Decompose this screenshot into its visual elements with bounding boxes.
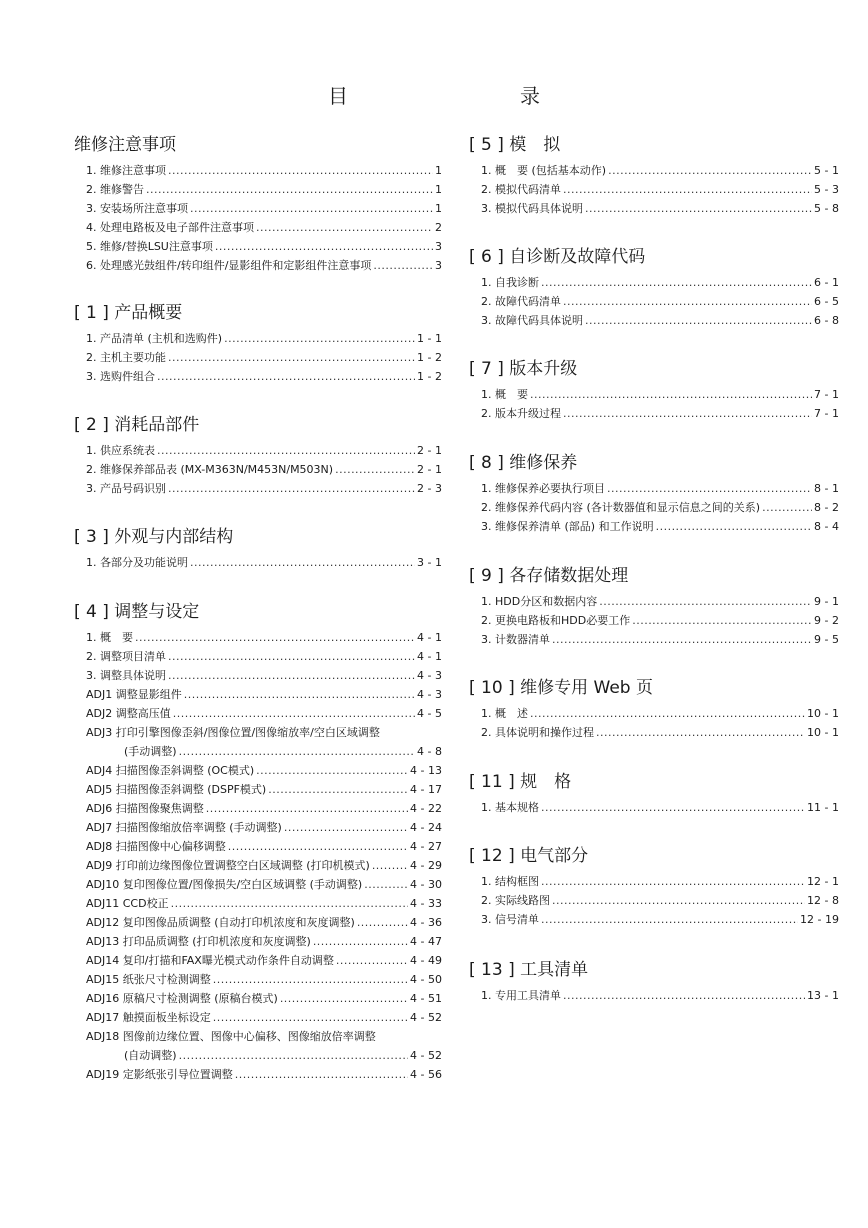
toc-entry-page: 8 - 4: [814, 520, 839, 533]
dot-leader: [135, 628, 415, 647]
toc-entry-label: 3. 维修保养清单 (部品) 和工作说明: [481, 520, 654, 533]
toc-entry[interactable]: [481, 723, 839, 742]
toc-entry[interactable]: [124, 742, 442, 761]
toc-entry-page: 2 - 1: [417, 463, 442, 476]
toc-section: [471, 133, 839, 218]
toc-entry-label: 2. 模拟代码清单: [481, 183, 561, 196]
toc-section: [471, 770, 839, 817]
toc-entry-label: 1. 概 要: [86, 631, 133, 644]
toc-section: [76, 133, 442, 275]
toc-entry-page: 1 - 1: [417, 332, 442, 345]
toc-entry-label: 1. 结构框图: [481, 875, 539, 888]
toc-entry-label: 6. 处理感光鼓组件/转印组件/显影组件和定影组件注意事项: [86, 259, 372, 272]
toc-entry-label: 2. 实际线路图: [481, 894, 550, 907]
toc-entry-label: 1. 概 要 (包括基本动作): [481, 164, 607, 177]
dot-leader: [235, 1065, 408, 1084]
toc-entry[interactable]: [86, 553, 442, 572]
toc-entry-page: 4 - 27: [410, 840, 442, 853]
toc-entry[interactable]: [481, 611, 839, 630]
dot-leader: [585, 199, 812, 218]
dot-leader: [284, 818, 408, 837]
toc-section: [471, 357, 839, 423]
toc-entry-label: 2. 维修保养代码内容 (各计数器值和显示信息之间的关系): [481, 501, 761, 514]
toc-entry-label: 1. 自我诊断: [481, 276, 539, 289]
dot-leader: [157, 367, 415, 386]
toc-section: [76, 301, 442, 386]
toc-entry-label: 2. 具体说明和操作过程: [481, 726, 594, 739]
toc-entry[interactable]: [481, 891, 839, 910]
dot-leader: [563, 986, 805, 1005]
dot-leader: [280, 989, 408, 1008]
toc-section: [76, 600, 442, 1084]
toc-entry[interactable]: [481, 180, 839, 199]
toc-entry-page: 12 - 8: [807, 894, 839, 907]
toc-entry[interactable]: [86, 237, 442, 256]
dot-leader: [256, 218, 433, 237]
dot-leader: [190, 553, 415, 572]
toc-entry-label: 4. 处理电路板及电子部件注意事项: [86, 221, 254, 234]
toc-entry[interactable]: [86, 256, 442, 275]
dot-leader: [206, 799, 408, 818]
dot-leader: [168, 479, 415, 498]
toc-entry-label: 3. 安装场所注意事项: [86, 202, 188, 215]
toc-entry-label: 1. 维修保养必要执行项目: [481, 482, 605, 495]
dot-leader: [364, 875, 408, 894]
dot-leader: [541, 872, 805, 891]
toc-entry[interactable]: [481, 704, 839, 723]
toc-entry-page: 10 - 1: [807, 707, 839, 720]
dot-leader: [256, 761, 408, 780]
toc-entry-label: ADJ10 复印图像位置/图像损失/空白区域调整 (手动调整): [86, 878, 363, 891]
toc-entry-continuation: (手动调整): [124, 745, 177, 758]
toc-entry-label: 1. HDD分区和数据内容: [481, 595, 598, 608]
toc-entry-label: 5. 维修/替换LSU注意事项: [86, 240, 213, 253]
toc-entry-page: 3: [435, 259, 442, 272]
toc-entry-page: 1 - 2: [417, 370, 442, 383]
dot-leader: [607, 479, 812, 498]
section-heading: [ 8 ] 维修保养: [469, 453, 578, 473]
toc-entry[interactable]: [481, 161, 839, 180]
toc-entry[interactable]: [481, 630, 839, 649]
dot-leader: [190, 199, 433, 218]
toc-entry[interactable]: [86, 199, 442, 218]
section-heading: [ 10 ] 维修专用 Web 页: [469, 678, 653, 698]
toc-entry-page: 6 - 1: [814, 276, 839, 289]
toc-entry-label: 3. 模拟代码具体说明: [481, 202, 583, 215]
toc-entry-page: 5 - 8: [814, 202, 839, 215]
dot-leader: [168, 161, 433, 180]
section-heading: [ 4 ] 调整与设定: [74, 602, 200, 622]
toc-entry[interactable]: [86, 1008, 442, 1027]
toc-entry-label: ADJ19 定影纸张引导位置调整: [86, 1068, 233, 1081]
toc-entry[interactable]: [86, 818, 442, 837]
dot-leader: [373, 256, 433, 275]
dot-leader: [563, 180, 812, 199]
toc-entry[interactable]: [481, 199, 839, 218]
dot-leader: [372, 856, 408, 875]
toc-section: [471, 844, 839, 929]
dot-leader: [268, 780, 408, 799]
dot-leader: [541, 273, 812, 292]
toc-entry-label: 1. 概 要: [481, 388, 528, 401]
dot-leader: [184, 685, 415, 704]
toc-entry-page: 2: [435, 221, 442, 234]
toc-entry[interactable]: [86, 932, 442, 951]
toc-section: [471, 958, 839, 1005]
toc-entry-label: 2. 更换电路板和HDD必要工作: [481, 614, 631, 627]
toc-entry-page: 1: [435, 183, 442, 196]
toc-entry-page: 4 - 17: [410, 783, 442, 796]
dot-leader: [179, 742, 415, 761]
toc-entry[interactable]: [481, 273, 839, 292]
dot-leader: [656, 517, 812, 536]
toc-entry-page: 3 - 1: [417, 556, 442, 569]
toc-entry[interactable]: [86, 647, 442, 666]
toc-entry-label: 1. 基本规格: [481, 801, 539, 814]
toc-entry[interactable]: [86, 875, 442, 894]
toc-entry[interactable]: [86, 780, 442, 799]
toc-entry-label: 1. 维修注意事项: [86, 164, 166, 177]
toc-entry-page: 4 - 29: [410, 859, 442, 872]
toc-entry-page: 9 - 5: [814, 633, 839, 646]
toc-entry[interactable]: [86, 367, 442, 386]
section-heading: [ 6 ] 自诊断及故障代码: [469, 247, 646, 267]
toc-entry-label: ADJ4 扫描图像歪斜调整 (OC模式): [86, 764, 255, 777]
dot-leader: [336, 951, 408, 970]
section-heading: [ 5 ] 模 拟: [469, 135, 561, 155]
section-heading: [ 7 ] 版本升级: [469, 359, 578, 379]
toc-entry-page: 2 - 3: [417, 482, 442, 495]
section-heading: [ 12 ] 电气部分: [469, 846, 589, 866]
toc-entry-label: 1. 概 述: [481, 707, 528, 720]
toc-entry-page: 12 - 1: [807, 875, 839, 888]
toc-entry-page: 9 - 1: [814, 595, 839, 608]
dot-leader: [228, 837, 408, 856]
toc-entry-label: ADJ6 扫描图像聚焦调整: [86, 802, 204, 815]
toc-entry[interactable]: [86, 913, 442, 932]
toc-entry-page: 6 - 8: [814, 314, 839, 327]
toc-entry[interactable]: [86, 894, 442, 913]
dot-leader: [146, 180, 433, 199]
toc-entry-page: 7 - 1: [814, 388, 839, 401]
dot-leader: [530, 385, 812, 404]
dot-leader: [215, 237, 433, 256]
toc-entry[interactable]: [86, 161, 442, 180]
toc-entry-label[interactable]: ADJ3 打印引擎图像歪斜/图像位置/图像缩放率/空白区域调整: [86, 726, 380, 739]
section-heading: [ 1 ] 产品概要: [74, 303, 183, 323]
dot-leader: [213, 1008, 408, 1027]
toc-section: [76, 525, 442, 572]
toc-entry-page: 5 - 3: [814, 183, 839, 196]
toc-entry-page: 4 - 52: [410, 1011, 442, 1024]
toc-entry-label: ADJ13 打印品质调整 (打印机浓度和灰度调整): [86, 935, 311, 948]
toc-entry[interactable]: [481, 517, 839, 536]
toc-entry-page: 4 - 52: [410, 1049, 442, 1062]
toc-entry[interactable]: [86, 799, 442, 818]
toc-entry-label[interactable]: ADJ18 图像前边缘位置、图像中心偏移、图像缩放倍率调整: [86, 1030, 376, 1043]
toc-entry-page: 4 - 22: [410, 802, 442, 815]
page-title: 目 录: [328, 84, 584, 108]
toc-entry-page: 11 - 1: [807, 801, 839, 814]
section-heading: [ 3 ] 外观与内部结构: [74, 527, 234, 547]
toc-entry[interactable]: [86, 837, 442, 856]
toc-entry[interactable]: [481, 404, 839, 423]
dot-leader: [157, 441, 415, 460]
toc-entry[interactable]: [86, 460, 442, 479]
toc-entry-page: 4 - 5: [417, 707, 442, 720]
toc-entry-label: 2. 故障代码清单: [481, 295, 561, 308]
toc-entry[interactable]: [481, 479, 839, 498]
dot-leader: [596, 723, 805, 742]
section-heading: 维修注意事项: [74, 135, 176, 155]
dot-leader: [168, 666, 415, 685]
section-heading: [ 9 ] 各存储数据处理: [469, 566, 629, 586]
section-heading: [ 11 ] 规 格: [469, 772, 572, 792]
toc-entry[interactable]: [481, 798, 839, 817]
dot-leader: [762, 498, 812, 517]
toc-entry-page: 4 - 36: [410, 916, 442, 929]
toc-entry-page: 12 - 19: [800, 913, 839, 926]
toc-entry-page: 4 - 1: [417, 631, 442, 644]
dot-leader: [608, 161, 812, 180]
toc-entry-label: 3. 选购件组合: [86, 370, 155, 383]
toc-entry-page: 4 - 33: [410, 897, 442, 910]
toc-entry-page: 1 - 2: [417, 351, 442, 364]
toc-entry-label: ADJ16 原稿尺寸检测调整 (原稿台模式): [86, 992, 278, 1005]
toc-entry-page: 9 - 2: [814, 614, 839, 627]
dot-leader: [530, 704, 805, 723]
toc-entry[interactable]: [86, 685, 442, 704]
toc-entry[interactable]: [481, 910, 839, 929]
toc-entry-page: 8 - 1: [814, 482, 839, 495]
toc-entry-page: 4 - 24: [410, 821, 442, 834]
toc-entry[interactable]: [481, 986, 839, 1005]
dot-leader: [563, 404, 812, 423]
toc-entry-label: ADJ5 扫描图像歪斜调整 (DSPF模式): [86, 783, 267, 796]
toc-entry-label: 3. 产品号码识别: [86, 482, 166, 495]
toc-entry[interactable]: [86, 666, 442, 685]
toc-entry-page: 1: [435, 202, 442, 215]
toc-entry-label: 3. 故障代码具体说明: [481, 314, 583, 327]
toc-entry-page: 4 - 1: [417, 650, 442, 663]
toc-entry[interactable]: [86, 856, 442, 875]
toc-entry-page: 2 - 1: [417, 444, 442, 457]
toc-entry-label: ADJ17 触摸面板坐标设定: [86, 1011, 211, 1024]
toc-entry-page: 4 - 50: [410, 973, 442, 986]
dot-leader: [168, 647, 415, 666]
toc-entry[interactable]: [86, 628, 442, 647]
toc-entry-label: ADJ7 扫描图像缩放倍率调整 (手动调整): [86, 821, 282, 834]
section-heading: [ 2 ] 消耗品部件: [74, 415, 200, 435]
dot-leader: [313, 932, 408, 951]
toc-entry[interactable]: [124, 1046, 442, 1065]
toc-entry[interactable]: [86, 761, 442, 780]
toc-entry-label: ADJ14 复印/打描和FAX曝光模式动作条件自动调整: [86, 954, 334, 967]
toc-entry-label: 1. 各部分及功能说明: [86, 556, 188, 569]
toc-entry-page: 1: [435, 164, 442, 177]
toc-entry[interactable]: [481, 311, 839, 330]
toc-entry-label: 2. 调整项目清单: [86, 650, 166, 663]
toc-section: [76, 413, 442, 498]
toc-section: [471, 676, 839, 742]
dot-leader: [179, 1046, 408, 1065]
section-heading: [ 13 ] 工具清单: [469, 960, 589, 980]
toc-entry-page: 8 - 2: [814, 501, 839, 514]
toc-entry-label: ADJ1 调整显影组件: [86, 688, 182, 701]
toc-entry-page: 4 - 8: [417, 745, 442, 758]
toc-section: [471, 451, 839, 536]
toc-entry-page: 13 - 1: [807, 989, 839, 1002]
toc-entry[interactable]: [86, 970, 442, 989]
toc-entry[interactable]: [86, 329, 442, 348]
toc-section: [471, 564, 839, 649]
toc-section: [471, 245, 839, 330]
dot-leader: [599, 592, 812, 611]
toc-entry-page: 4 - 3: [417, 669, 442, 682]
toc-entry-label: ADJ8 扫描图像中心偏移调整: [86, 840, 226, 853]
toc-entry-label: ADJ15 纸张尺寸检测调整: [86, 973, 211, 986]
toc-entry-label: ADJ11 CCD校正: [86, 897, 169, 910]
toc-entry[interactable]: [86, 218, 442, 237]
toc-entry[interactable]: [86, 479, 442, 498]
dot-leader: [335, 460, 415, 479]
dot-leader: [552, 630, 812, 649]
dot-leader: [224, 329, 415, 348]
toc-entry[interactable]: [86, 951, 442, 970]
toc-entry-page: 4 - 13: [410, 764, 442, 777]
toc-entry-page: 3: [435, 240, 442, 253]
toc-entry[interactable]: [86, 989, 442, 1008]
toc-entry-page: 4 - 51: [410, 992, 442, 1005]
toc-entry-label: 1. 产品清单 (主机和选购件): [86, 332, 223, 345]
toc-entry-page: 4 - 56: [410, 1068, 442, 1081]
toc-entry-page: 6 - 5: [814, 295, 839, 308]
toc-entry-label: 3. 信号清单: [481, 913, 539, 926]
toc-entry-label: 3. 调整具体说明: [86, 669, 166, 682]
toc-entry-label: 2. 主机主要功能: [86, 351, 166, 364]
toc-entry-label: 2. 版本升级过程: [481, 407, 561, 420]
dot-leader: [173, 704, 415, 723]
toc-entry[interactable]: [481, 292, 839, 311]
dot-leader: [563, 292, 812, 311]
toc-entry-label: ADJ12 复印图像品质调整 (自动打印机浓度和灰度调整): [86, 916, 355, 929]
dot-leader: [541, 798, 805, 817]
toc-entry[interactable]: [481, 592, 839, 611]
toc-entry-continuation: (自动调整): [124, 1049, 177, 1062]
toc-entry[interactable]: [86, 441, 442, 460]
toc-entry-label: 2. 维修保养部品表 (MX-M363N/M453N/M503N): [86, 463, 334, 476]
toc-entry[interactable]: [481, 498, 839, 517]
toc-entry-label: 1. 供应系统表: [86, 444, 155, 457]
toc-entry-label: ADJ2 调整高压值: [86, 707, 171, 720]
toc-entry-page: 4 - 3: [417, 688, 442, 701]
dot-leader: [552, 891, 805, 910]
dot-leader: [213, 970, 408, 989]
dot-leader: [168, 348, 415, 367]
toc-entry[interactable]: [86, 348, 442, 367]
toc-entry[interactable]: [86, 1065, 442, 1084]
toc-entry-label: 3. 计数器清单: [481, 633, 550, 646]
toc-entry-page: 5 - 1: [814, 164, 839, 177]
toc-entry[interactable]: [86, 704, 442, 723]
dot-leader: [585, 311, 812, 330]
toc-entry-label: ADJ9 打印前边缘图像位置调整空白区域调整 (打印机模式): [86, 859, 370, 872]
toc-entry[interactable]: [86, 180, 442, 199]
toc-entry[interactable]: [481, 872, 839, 891]
dot-leader: [357, 913, 408, 932]
toc-entry-label: 1. 专用工具清单: [481, 989, 561, 1002]
toc-entry-page: 7 - 1: [814, 407, 839, 420]
toc-entry-page: 4 - 30: [410, 878, 442, 891]
dot-leader: [171, 894, 408, 913]
toc-entry-page: 10 - 1: [807, 726, 839, 739]
toc-entry-page: 4 - 49: [410, 954, 442, 967]
toc-entry-label: 2. 维修警告: [86, 183, 144, 196]
dot-leader: [632, 611, 812, 630]
toc-entry[interactable]: [481, 385, 839, 404]
toc-entry-page: 4 - 47: [410, 935, 442, 948]
dot-leader: [541, 910, 798, 929]
